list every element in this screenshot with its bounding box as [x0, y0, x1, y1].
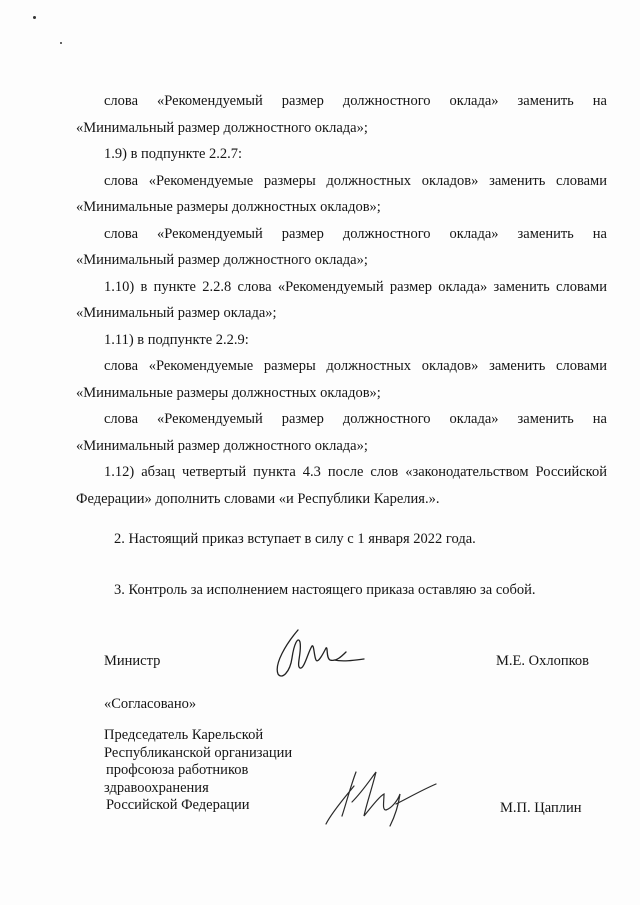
amendment-paragraph: слова «Рекомендуемый размер должностного оклада» заменить на — [104, 225, 607, 242]
amendment-paragraph: слова «Рекомендуемый размер должностного оклада» заменить на — [104, 93, 607, 109]
order-amendments-text — [76, 88, 607, 512]
amendment-paragraph: «Минимальный размер должностного оклада»; — [76, 119, 368, 136]
chairman-name: М.П. Цаплин — [500, 800, 582, 816]
chairman-signature-image — [312, 752, 442, 832]
amendment-paragraph: 1.9) в подпункте 2.2.7: — [104, 146, 243, 162]
amendment-paragraph: слова «Рекомендуемые размеры должностных окладов» заменить словами — [104, 358, 607, 374]
amendment-paragraph: «Минимальный размер оклада»; — [76, 305, 277, 321]
minister-name: М.Е. Охлопков — [496, 653, 589, 669]
scan-speck — [33, 16, 36, 19]
organization-line: здравоохранения — [104, 779, 209, 796]
clause-control: 3. Контроль за исполнением настоящего приказа оставляю за собой. — [114, 582, 536, 598]
organization-line: профсоюза работников — [106, 762, 249, 778]
amendment-paragraph: «Минимальные размеры должностных окладов»; — [76, 199, 381, 215]
amendment-paragraph: 1.11) в подпункте 2.2.9: — [104, 331, 249, 348]
organization-line: Председатель Карельской — [104, 727, 264, 743]
organization-line: Республиканской организации — [104, 744, 293, 761]
amendment-paragraph: 1.12) абзац четвертый пункта 4.3 после слов «законодательством Российской — [104, 464, 607, 480]
amendment-paragraph: «Минимальные размеры должностных окладов»; — [76, 384, 381, 401]
amendment-paragraph: 1.10) в пункте 2.2.8 слова «Рекомендуемый размер оклада» заменить словами — [104, 278, 607, 295]
amendment-paragraph: «Минимальный размер должностного оклада»; — [76, 252, 368, 268]
amendment-paragraph: слова «Рекомендуемый размер должностного оклада» заменить на — [104, 411, 607, 427]
agreed-stamp-text: «Согласовано» — [104, 696, 197, 712]
organization-position — [104, 727, 292, 815]
organization-line: Российской Федерации — [106, 797, 250, 813]
amendment-paragraph: Федерации» дополнить словами «и Республики Карелия.». — [76, 490, 440, 507]
minister-signature-image — [268, 622, 368, 682]
minister-title: Министр — [104, 653, 161, 669]
amendment-paragraph: «Минимальный размер должностного оклада»; — [76, 437, 368, 454]
scan-speck — [60, 42, 62, 44]
amendment-paragraph: слова «Рекомендуемые размеры должностных окладов» заменить словами — [104, 172, 607, 189]
clause-effective-date: 2. Настоящий приказ вступает в силу с 1 января 2022 года. — [114, 531, 476, 547]
